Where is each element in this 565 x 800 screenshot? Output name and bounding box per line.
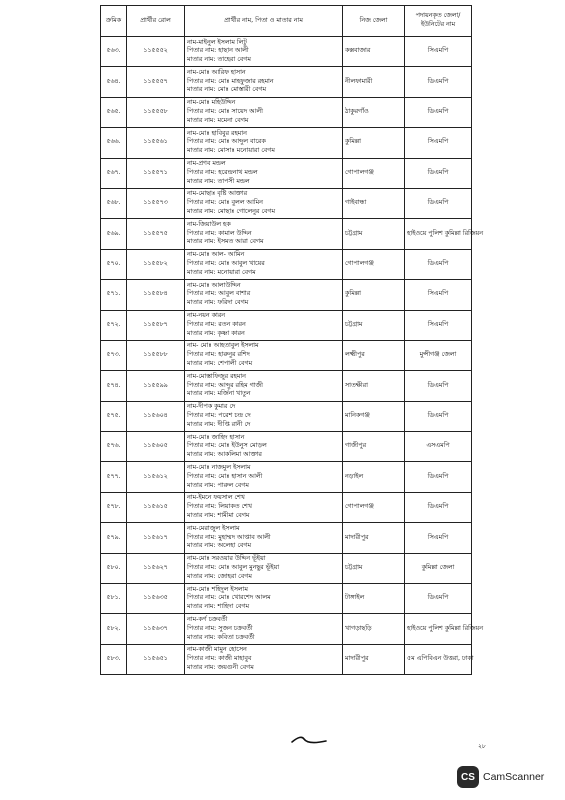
camscanner-logo-icon: CS xyxy=(457,766,479,788)
serial-cell: ৫৬৫. xyxy=(101,97,127,127)
serial-cell: ৫৬৩. xyxy=(101,37,127,67)
father-name: পিতার নাম: মোঃ বুলল আমিন xyxy=(187,199,263,207)
home-district-cell: নীলফামারী xyxy=(343,67,405,97)
roll-cell: ১১৫৫৬১ xyxy=(127,128,185,158)
candidate-name: নাম-মোঃ আলাউদ্দিন xyxy=(187,281,241,289)
home-district-cell: কুমিল্লা xyxy=(343,128,405,158)
candidate-name: নাম-কর্ণ চক্রবর্তী xyxy=(187,615,228,623)
name-cell xyxy=(185,280,343,310)
name-cell xyxy=(185,553,343,583)
table-row xyxy=(101,492,472,522)
serial-cell: ৫৬৯. xyxy=(101,219,127,249)
home-district-cell: লক্ষ্মীপুর xyxy=(343,340,405,370)
candidate-name: নাম-মোঃ মহিউদ্দিন xyxy=(187,99,236,107)
candidate-table xyxy=(100,5,483,675)
mother-name: মাতার নাম: জয়গুনী বেগম xyxy=(187,663,254,671)
posting-cell: ডিএমপি xyxy=(405,97,472,127)
home-district-cell: গোপালগঞ্জ xyxy=(343,492,405,522)
mother-name: মাতার নাম: শেপালী বেগম xyxy=(187,360,253,367)
candidate-name: নাম-মোঃ নাজমুল ইসলাম xyxy=(187,463,251,471)
posting-cell: ডিএমপি xyxy=(405,492,472,522)
name-cell xyxy=(185,523,343,553)
roll-cell: ১১৫৫৭১ xyxy=(127,158,185,188)
posting-cell: হাইওয়ে পুলিশ কুমিল্লা রিজিয়ন xyxy=(405,219,472,249)
roll-cell: ১১৫৬১৫ xyxy=(127,492,185,522)
candidate-name: নাম-প্রণব মন্ডল xyxy=(187,160,226,168)
candidate-name: নাম-মোছাঃ বৃষ্টি আক্তার xyxy=(187,190,248,198)
home-district-cell: কক্সবাজার xyxy=(343,37,405,67)
roll-cell: ১১৫৬৩৭ xyxy=(127,614,185,644)
posting-cell: কুমিল্লা জেলা xyxy=(405,553,472,583)
posting-cell: সিএমপি xyxy=(405,523,472,553)
candidate-name: নাম-মাইনুল ইসলাম লিটু xyxy=(187,38,247,46)
table-row xyxy=(101,280,472,310)
serial-cell: ৫৮২. xyxy=(101,614,127,644)
father-name: পিতার নাম: হরেন্দ্রনাথ মন্ডল xyxy=(187,168,258,176)
serial-cell: ৫৭৯. xyxy=(101,523,127,553)
father-name: পিতার নাম: রতন কারন xyxy=(187,320,246,328)
name-cell xyxy=(185,432,343,462)
name-cell xyxy=(185,492,343,522)
roll-cell: ১১৫৫৭৩ xyxy=(127,188,185,218)
name-cell xyxy=(185,371,343,401)
father-name: পিতার নাম: কাজী মাহাবুব xyxy=(187,655,252,663)
mother-name: মাতার নাম: শামীমা বেগম xyxy=(187,511,250,519)
table-row xyxy=(101,584,472,614)
serial-cell: ৫৭৭. xyxy=(101,462,127,492)
table-row xyxy=(101,97,472,127)
posting-cell: ডিএমপি xyxy=(405,401,472,431)
mother-name: মাতার নাম: ফরিদা বেগম xyxy=(187,299,249,307)
serial-cell: ৫৭৬. xyxy=(101,432,127,462)
father-name: পিতার নাম: আব্দুর রহিম গাজী xyxy=(187,381,263,389)
home-district-cell: চট্টগ্রাম xyxy=(343,553,405,583)
header-posting: পদায়নকৃত জেলা/ ইউনিটের নাম xyxy=(405,6,472,37)
roll-cell: ১১৫৫৫২ xyxy=(127,37,185,67)
roll-cell: ১১৫৬১৭ xyxy=(127,523,185,553)
table-row xyxy=(101,432,472,462)
home-district-cell: মাদারীপুর xyxy=(343,644,405,674)
posting-cell: মুন্সীগঞ্জ জেলা xyxy=(405,340,472,370)
table-row xyxy=(101,67,472,97)
table-row xyxy=(101,644,472,674)
mother-name: মাতার নাম: অলেহা বেগম xyxy=(187,542,252,550)
table-row xyxy=(101,340,472,370)
mother-name: মাতার নাম: দীপ্তি রানী দে xyxy=(187,420,251,428)
father-name: পিতার নাম: মোঃ আবুল মুনছুর ভূঁইয়া xyxy=(187,563,280,571)
home-district-cell: সাতক্ষীরা xyxy=(343,371,405,401)
serial-cell: ৫৬৭. xyxy=(101,158,127,188)
header-name: প্রার্থীর নাম, পিতা ও মাতার নাম xyxy=(185,6,343,37)
home-district-cell: গাইবান্ধা xyxy=(343,188,405,218)
posting-cell: ডিএমপি xyxy=(405,249,472,279)
mother-name: মাতার নাম: পারুল বেগম xyxy=(187,481,249,489)
name-cell xyxy=(185,188,343,218)
mother-name: মাতার নাম: শাহিদা বেগম xyxy=(187,603,250,611)
candidate-name: নাম-নয়ন কারন xyxy=(187,312,226,320)
posting-cell: ডিএমপি xyxy=(405,584,472,614)
home-district-cell: চট্টগ্রাম xyxy=(343,219,405,249)
serial-cell: ৫৭৫. xyxy=(101,401,127,431)
father-name: পিতার নাম: মোঃ হাসান আলী xyxy=(187,472,263,480)
mother-name: মাতার নাম: কৃষ্ণা কারন xyxy=(187,329,245,337)
name-cell xyxy=(185,67,343,97)
mother-name: মাতার নাম: মোঃ মোস্তারী বেগম xyxy=(187,86,266,94)
table-row xyxy=(101,158,472,188)
table-row xyxy=(101,401,472,431)
father-name: পিতার নাম: হারুনুর রশিদ xyxy=(187,351,250,359)
serial-cell: ৫৭৮. xyxy=(101,492,127,522)
name-cell xyxy=(185,340,343,370)
table-body xyxy=(101,37,483,675)
father-name: পিতার নাম: লিয়াকত শেখ xyxy=(187,503,252,511)
mother-name: মাতার নাম: কবিতা চক্রবর্তী xyxy=(187,633,255,641)
posting-cell: ডিএমপি xyxy=(405,67,472,97)
candidate-name: নাম-মেরাজুল ইসলাম xyxy=(187,524,240,532)
roll-cell: ১১৫৬০৪ xyxy=(127,401,185,431)
name-cell xyxy=(185,97,343,127)
serial-cell: ৫৮১. xyxy=(101,584,127,614)
serial-cell: ৫৮৩. xyxy=(101,644,127,674)
father-name: পিতার নাম: মোঃ সায়েদ আলী xyxy=(187,108,263,116)
candidate-name: নাম-মোঃ জাহিদ হাসান xyxy=(187,433,245,441)
candidate-name: নাম-ইমনে ফয়সাল শেখ xyxy=(187,494,245,502)
roll-cell: ১১৫৬২৭ xyxy=(127,553,185,583)
home-district-cell: নড়াইল xyxy=(343,462,405,492)
candidate-name: নাম-মোঃ শহিদুল ইসলাম xyxy=(187,585,248,593)
page-number: ২৮ xyxy=(478,743,486,750)
posting-cell: ডিএমপি xyxy=(405,371,472,401)
header-district: নিজ জেলা xyxy=(343,6,405,37)
table-row xyxy=(101,37,472,67)
signature-mark xyxy=(290,733,328,747)
roll-cell: ১১৫৫৫৭ xyxy=(127,67,185,97)
candidate-name: নাম-মোঃ সরওয়ার উদ্দিন ভূঁইয়া xyxy=(187,555,266,563)
table-row xyxy=(101,219,472,249)
mother-name: মাতার নাম: আকলিমা আক্তার xyxy=(187,451,262,459)
father-name: পিতার নাম: মোঃ আবুল খায়ের xyxy=(187,260,265,268)
home-district-cell: মাদারীপুর xyxy=(343,523,405,553)
father-name: পিতার নাম: হাছান আলী xyxy=(187,47,249,55)
serial-cell: ৫৭৪. xyxy=(101,371,127,401)
roll-cell: ১১৫৫৫৮ xyxy=(127,97,185,127)
mother-name: মাতার নাম: মনোয়ারা বেগম xyxy=(187,268,256,276)
camscanner-watermark xyxy=(457,766,544,788)
camscanner-text: CamScanner xyxy=(483,771,545,783)
serial-cell: ৫৬৪. xyxy=(101,67,127,97)
name-cell xyxy=(185,128,343,158)
serial-cell: ৫৬৮. xyxy=(101,188,127,218)
home-district-cell: ঠাকুরগাঁও xyxy=(343,97,405,127)
serial-cell: ৫৮০. xyxy=(101,553,127,583)
father-name: পিতার নাম: সুজন চক্রবর্তী xyxy=(187,624,253,632)
header-serial: ক্রমিক xyxy=(101,6,127,37)
candidate-name: নাম- মোঃ আহতাবুল ইসলাম xyxy=(187,342,259,350)
mother-name: মাতার নাম: জোহরা বেগম xyxy=(187,572,252,580)
header-roll: প্রার্থীর রোল xyxy=(127,6,185,37)
home-district-cell: কুমিল্লা xyxy=(343,280,405,310)
name-cell xyxy=(185,644,343,674)
posting-cell: ডিএমপি xyxy=(405,188,472,218)
home-district-cell: চট্টগ্রাম xyxy=(343,310,405,340)
name-cell xyxy=(185,310,343,340)
name-cell xyxy=(185,37,343,67)
father-name: পিতার নাম: পরেশ চন্দ্র দে xyxy=(187,411,251,419)
roll-cell: ১১৫৫৯৯ xyxy=(127,371,185,401)
father-name: পিতার নাম: কামাল উদ্দিন xyxy=(187,229,252,237)
roll-cell: ১১৫৬১২ xyxy=(127,462,185,492)
serial-cell: ৫৭০. xyxy=(101,249,127,279)
table-row xyxy=(101,249,472,279)
name-cell xyxy=(185,249,343,279)
posting-cell: হাইওয়ে পুলিশ কুমিল্লা রিজিয়ন xyxy=(405,614,472,644)
table-row xyxy=(101,614,472,644)
mother-name: মাতার নাম: ইসমত আরা বেগম xyxy=(187,238,264,246)
serial-cell: ৫৬৬. xyxy=(101,128,127,158)
roll-cell: ১১৫৬৫১ xyxy=(127,644,185,674)
candidate-name: নাম-মোঃ আরিফ হাসান xyxy=(187,68,246,76)
home-district-cell: গোপালগঞ্জ xyxy=(343,249,405,279)
roll-cell: ১১৫৫৮২ xyxy=(127,249,185,279)
name-cell xyxy=(185,614,343,644)
posting-cell: সিএমপি xyxy=(405,37,472,67)
father-name: পিতার নাম: মোঃ মাহফুজার রহমান xyxy=(187,77,274,85)
home-district-cell: টাঙ্গাইল xyxy=(343,584,405,614)
father-name: পিতার নাম: মুহাম্মদ আপ্তাব আলী xyxy=(187,533,271,541)
posting-cell: ৫ম এপিবিএন উত্তরা, ঢাকা xyxy=(405,644,472,674)
mother-name: মাতার নাম: তাপসী মন্ডল xyxy=(187,177,250,185)
table-header-row xyxy=(101,6,472,37)
name-cell xyxy=(185,158,343,188)
roll-cell: ১১৫৫৮৭ xyxy=(127,310,185,340)
candidate-name: নাম-কাজী মামুন হোসেন xyxy=(187,646,247,654)
home-district-cell: মানিকগঞ্জ xyxy=(343,401,405,431)
serial-cell: ৫৭৩. xyxy=(101,340,127,370)
candidate-name: নাম-মোস্তাফিজুর রহমান xyxy=(187,372,246,380)
candidate-name: নাম-দীপক কুমার দে xyxy=(187,403,236,411)
posting-cell: এসএমপি xyxy=(405,432,472,462)
posting-cell: ডিএমপি xyxy=(405,158,472,188)
mother-name: মাতার নাম: মোছাঃ গোলেনুর বেগম xyxy=(187,208,276,216)
name-cell xyxy=(185,584,343,614)
candidate-name: নাম-মোঃ আল- আমিন xyxy=(187,251,245,259)
table-row xyxy=(101,553,472,583)
father-name: পিতার নাম: মোঃ আব্দুল বারেক xyxy=(187,138,266,146)
posting-cell: সিএমপি xyxy=(405,280,472,310)
posting-cell: সিএমপি xyxy=(405,128,472,158)
father-name: পিতার নাম: মোঃ ইউনুস মোড়ল xyxy=(187,442,267,450)
father-name: পিতার নাম: মোঃ খোরশেদ আলম xyxy=(187,594,271,602)
roll-cell: ১১৫৫৮৪ xyxy=(127,280,185,310)
posting-cell: ডিএমপি xyxy=(405,462,472,492)
serial-cell: ৫৭১. xyxy=(101,280,127,310)
candidate-name: নাম-জিয়াউল হক xyxy=(187,220,231,228)
roll-cell: ১১৫৬৩৫ xyxy=(127,584,185,614)
table-row xyxy=(101,462,472,492)
home-district-cell: খাগড়াছড়ি xyxy=(343,614,405,644)
table-row xyxy=(101,523,472,553)
name-cell xyxy=(185,462,343,492)
mother-name: মাতার নাম: তাহেরা বেগম xyxy=(187,56,251,64)
home-district-cell: গোপালগঞ্জ xyxy=(343,158,405,188)
mother-name: মাতার নাম: মমেনা বেগম xyxy=(187,116,249,124)
table-row xyxy=(101,310,472,340)
name-cell xyxy=(185,401,343,431)
roll-cell: ১১৫৫৭৫ xyxy=(127,219,185,249)
home-district-cell: গাজীপুর xyxy=(343,432,405,462)
father-name: পিতার নাম: আবুল বাশার xyxy=(187,290,251,298)
table-row xyxy=(101,188,472,218)
table-row xyxy=(101,128,472,158)
candidate-name: নাম-মোঃ হাবিবুর রহমান xyxy=(187,129,247,137)
name-cell xyxy=(185,219,343,249)
roll-cell: ১১৫৫৮৮ xyxy=(127,340,185,370)
mother-name: মাতার নাম: মোসাঃ মনোয়ারা বেগম xyxy=(187,147,275,155)
roll-cell: ১১৫৬০৫ xyxy=(127,432,185,462)
posting-cell: সিএমপি xyxy=(405,310,472,340)
mother-name: মাতার নাম: মর্জিনা খাতুন xyxy=(187,390,251,398)
serial-cell: ৫৭২. xyxy=(101,310,127,340)
table-row xyxy=(101,371,472,401)
